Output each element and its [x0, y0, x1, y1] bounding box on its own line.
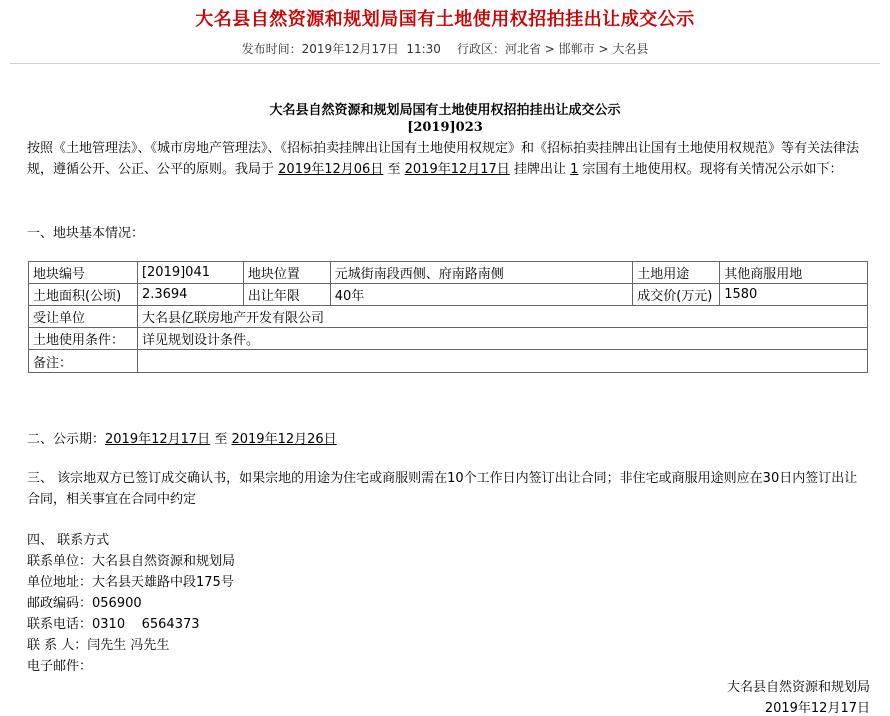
- table-row: [29, 262, 868, 284]
- land-use-label: 土地用途: [633, 262, 720, 284]
- intro-end: 宗国有土地使用权。现将有关情况公示如下：: [582, 162, 843, 177]
- area-label: 土地面积(公顷): [29, 284, 138, 306]
- price-label: 成交价(万元): [633, 284, 720, 306]
- parcel-count: 1: [570, 162, 579, 177]
- document-number: [2019]023: [407, 120, 483, 135]
- listing-start-date: 2019年12月06日: [278, 162, 384, 177]
- section-3: 三、 该宗地双方已签订成交确认书，如果宗地的用途为住宅或商服则需在10个工作日内签订出让合同；非住宅或商服用途则应在30日内签订出让合同，相关事宜在合同中约定: [27, 471, 858, 507]
- table-row: [29, 350, 868, 373]
- section-1-heading: 一、地块基本情况：: [27, 226, 145, 241]
- table-row: [29, 328, 868, 350]
- header-divider: [10, 63, 880, 64]
- grantee: 大名县亿联房地产开发有限公司: [137, 306, 867, 328]
- publish-time-label: 发布时间：: [241, 42, 302, 56]
- conditions: 详见规划设计条件。: [137, 328, 867, 350]
- area: 2.3694: [137, 284, 243, 306]
- publish-meta: [0, 40, 890, 57]
- parcel-no: [2019]041: [137, 262, 243, 284]
- section-4-heading: 四、 联系方式: [27, 533, 110, 548]
- remarks-label: 备注：: [29, 350, 138, 373]
- grantee-label: 受让单位: [29, 306, 138, 328]
- notice-start-date: 2019年12月17日: [105, 432, 211, 447]
- remarks: [137, 350, 867, 373]
- intro-paragraph: [27, 138, 867, 180]
- contact-phone: 联系电话：0310 6564373: [27, 617, 200, 632]
- page-title: 大名县自然资源和规划局国有土地使用权招拍挂出让成交公示: [195, 9, 695, 30]
- notice-period-label: 二、公示期：: [27, 432, 106, 447]
- contact-person: 联 系 人：闫先生 冯先生: [27, 638, 170, 653]
- signature-org: 大名县自然资源和规划局: [726, 680, 870, 695]
- conditions-label: 土地使用条件：: [29, 328, 138, 350]
- contact-postcode: 邮政编码：056900: [27, 596, 142, 611]
- price: 1580: [720, 284, 868, 306]
- parcel-no-label: 地块编号: [29, 262, 138, 284]
- location-label: 地块位置: [243, 262, 330, 284]
- land-use: 其他商服用地: [720, 262, 868, 284]
- listing-end-date: 2019年12月17日: [404, 162, 510, 177]
- table-row: [29, 306, 868, 328]
- contact-unit: 联系单位：大名县自然资源和规划局: [27, 554, 236, 569]
- contact-address: 单位地址：大名县天雄路中段175号: [27, 575, 234, 590]
- region-breadcrumb: 河北省 > 邯郸市 > 大名县: [504, 42, 649, 56]
- term-label: 出让年限: [243, 284, 330, 306]
- intro-to: 至: [387, 162, 401, 177]
- signature-date: 2019年12月17日: [764, 701, 870, 716]
- notice-end-date: 2019年12月26日: [231, 432, 337, 447]
- parcel-table: [28, 261, 868, 373]
- region-label: 行政区：: [456, 42, 505, 56]
- location: 元城街南段西侧、府南路南侧: [330, 262, 633, 284]
- section-2: [27, 428, 337, 447]
- intro-text: 按照《土地管理法》、《城市房地产管理法》、《招标拍卖挂牌出让国有土地使用权规定》和《招标拍卖挂牌出让国有土地使用权规范》等有关法律法规，遵循公开、公正、公平的原则。我局于: [27, 141, 860, 177]
- term: 40年: [330, 284, 633, 306]
- contact-email: 电子邮件：: [27, 659, 93, 674]
- table-row: [29, 284, 868, 306]
- notice-to: 至: [214, 432, 228, 447]
- publish-time: 2019年12月17日 11:30: [301, 42, 441, 56]
- document-title: 大名县自然资源和规划局国有土地使用权招拍挂出让成交公示: [269, 103, 621, 118]
- intro-mid: 挂牌出让: [513, 162, 566, 177]
